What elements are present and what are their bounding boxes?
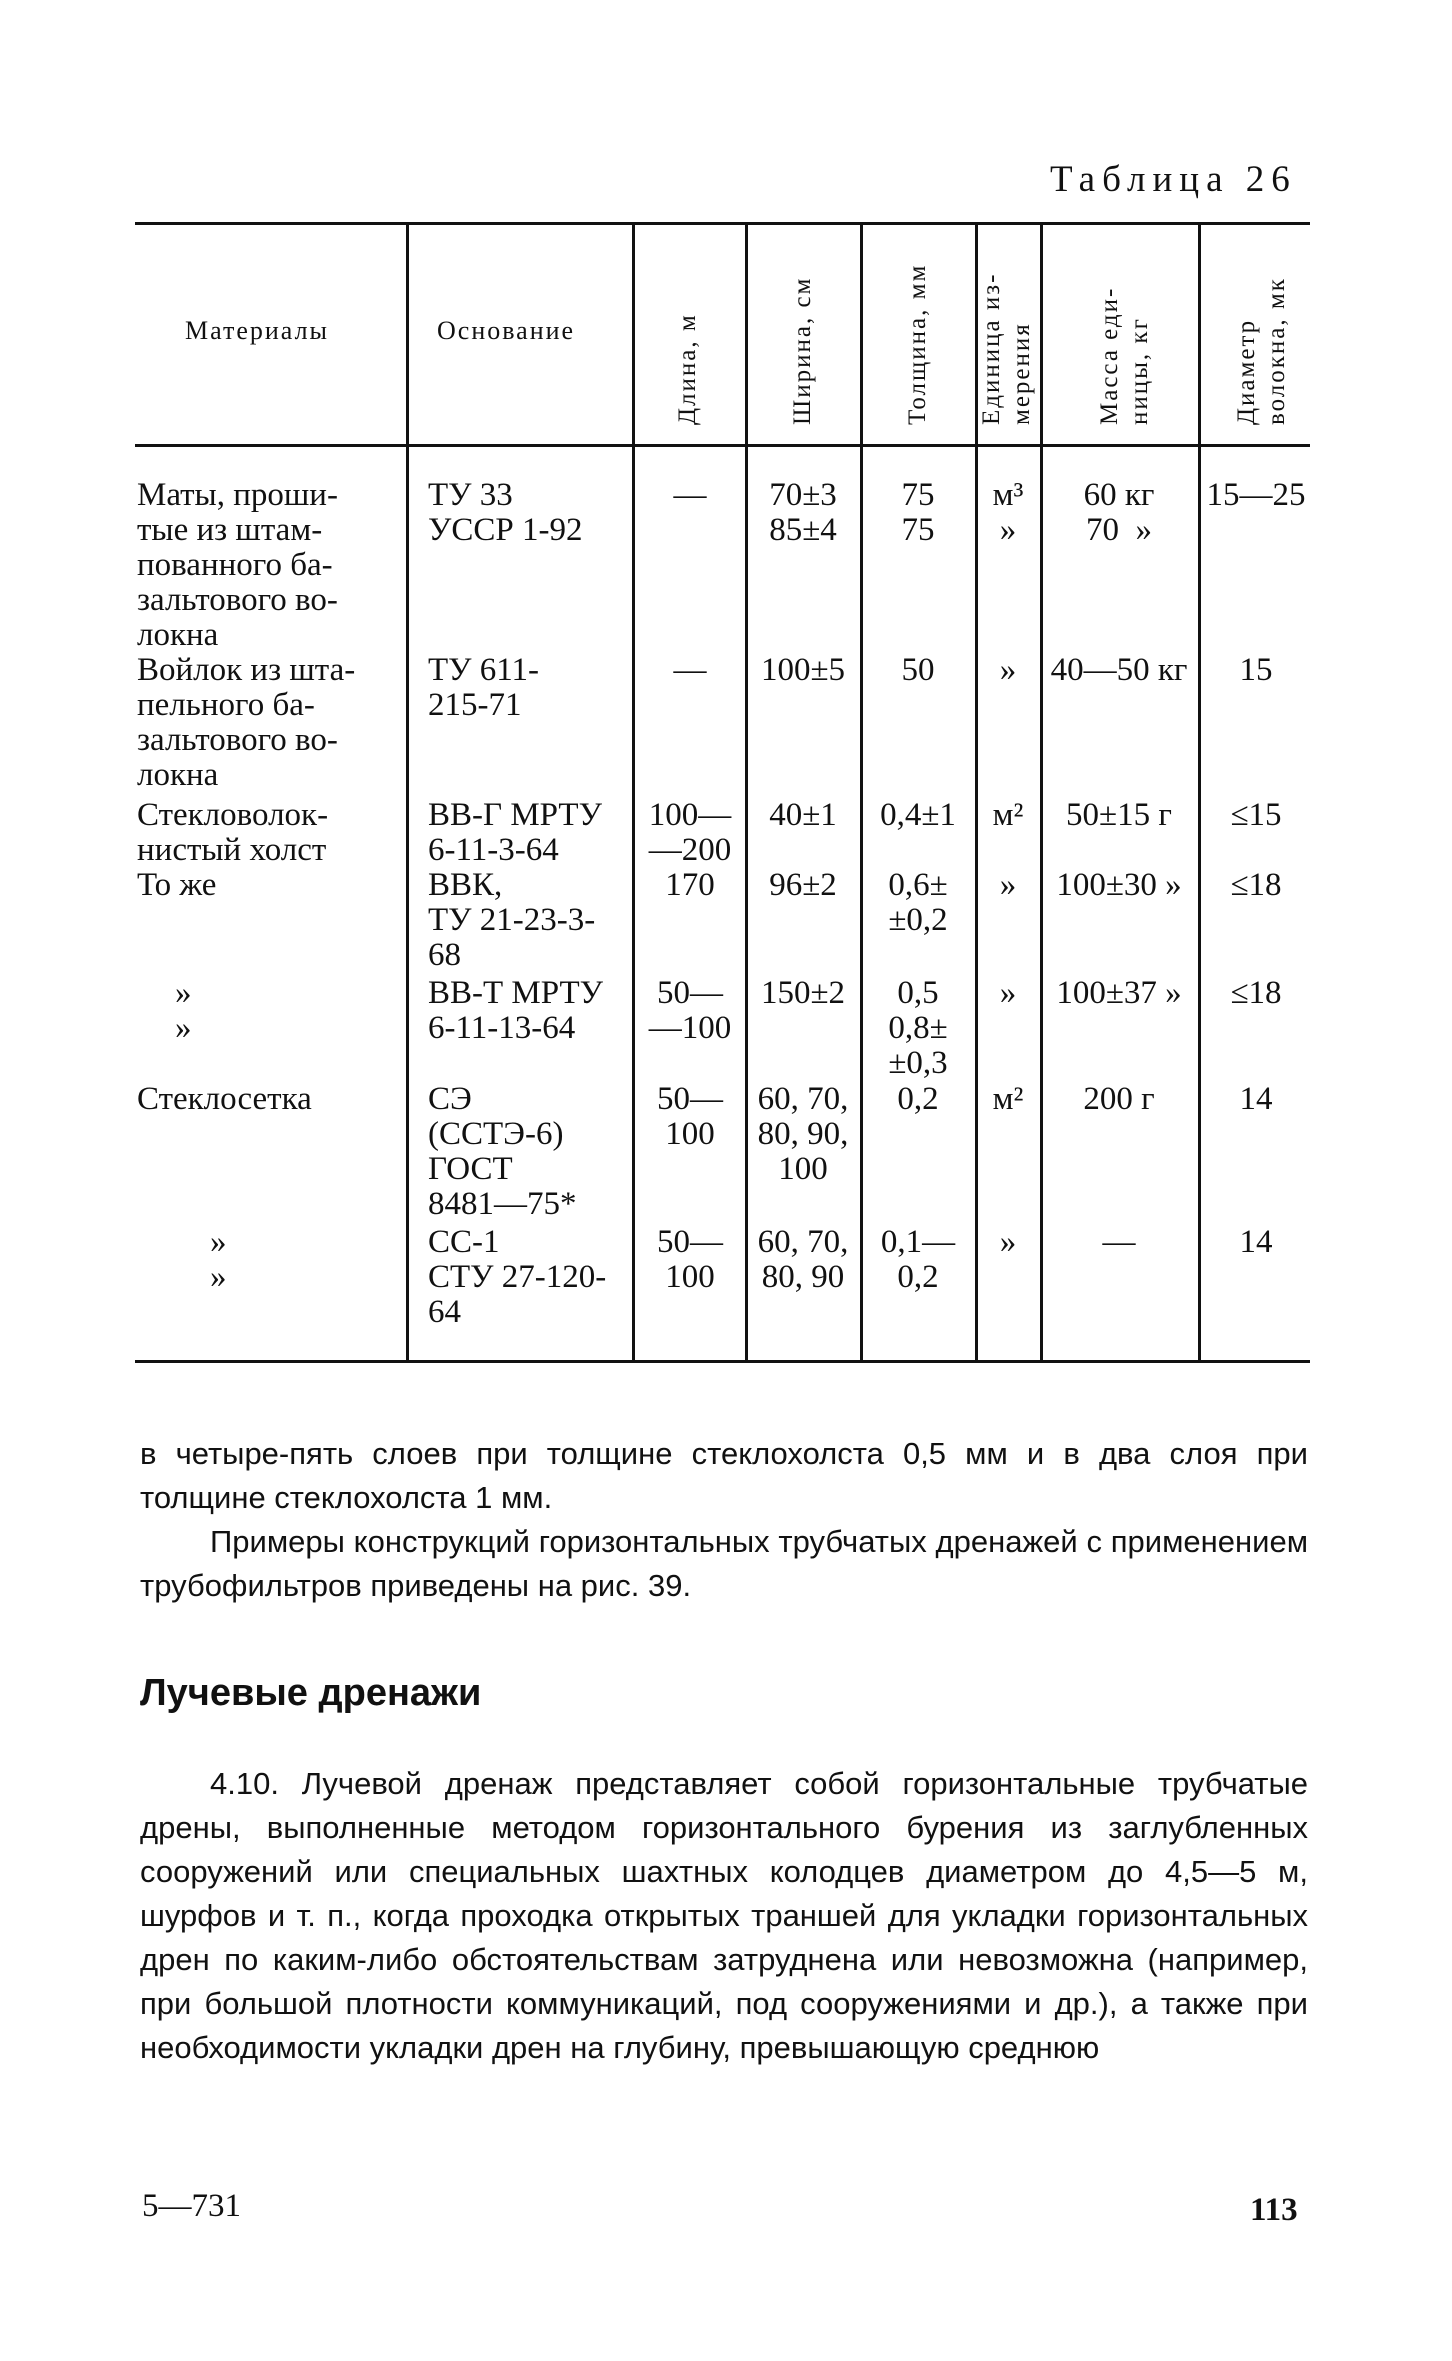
header-width: Ширина, см (789, 276, 816, 425)
cell-base: ВВ-Т МРТУ 6-11-13-64 (428, 975, 604, 1046)
cell-diameter: 15—25 (1206, 477, 1306, 513)
cell-diameter: 14 (1239, 1081, 1273, 1117)
cell-diameter: ≤18 (1230, 867, 1282, 903)
cell-width: 60, 70, 80, 90, 100 (757, 1081, 849, 1187)
table-top-rule (135, 222, 1310, 225)
cell-unit: м³ » (992, 477, 1024, 548)
cell-material: Стеклосетка (137, 1081, 312, 1117)
cell-thickness: 75 75 (901, 477, 935, 548)
cell-width: 150±2 (760, 975, 846, 1011)
cell-thickness: 0,4±1 (880, 797, 956, 833)
cell-mass: 200 г (1083, 1081, 1155, 1117)
cell-thickness: 0,5 0,8± ±0,3 (888, 975, 948, 1081)
col-divider (1198, 225, 1201, 1360)
cell-length: 170 (665, 867, 715, 903)
page-number: 113 (1250, 2192, 1298, 2228)
header-diameter-line1: Диаметр (1233, 318, 1260, 425)
cell-base: ВВ-Г МРТУ 6-11-3-64 (428, 797, 602, 868)
cell-unit: м² (992, 797, 1024, 833)
cell-diameter: 15 (1239, 652, 1273, 688)
cell-material: Маты, проши- тые из штам- пованного ба- зальтового во- локна (137, 477, 338, 653)
cell-length: 50— 100 (657, 1081, 723, 1152)
cell-base: ТУ 611- 215-71 (428, 652, 540, 723)
cell-base: СС-1 СТУ 27-120- 64 (428, 1224, 607, 1330)
paragraph-continuation: в четыре-пять слоев при толщине стеклохолста 0,5 мм и в два слоя при толщине стеклохолста 1 мм. (140, 1436, 1308, 1515)
col-divider (406, 225, 409, 1360)
cell-material: » » (210, 1224, 227, 1295)
cell-diameter: ≤15 (1230, 797, 1282, 833)
table-bottom-rule (135, 1360, 1310, 1363)
cell-unit: » (999, 652, 1017, 688)
cell-length: 50— 100 (657, 1224, 723, 1295)
cell-material: Стекловолок- нистый холст (137, 797, 329, 868)
col-divider (1040, 225, 1043, 1360)
header-diameter-line2: волокна, мк (1263, 277, 1290, 425)
cell-width: 60, 70, 80, 90 (757, 1224, 849, 1295)
cell-width: 70±3 85±4 (769, 477, 837, 548)
cell-material: То же (137, 867, 217, 903)
cell-mass: 100±30 » (1056, 867, 1182, 903)
cell-material: » » (175, 975, 192, 1046)
cell-thickness: 0,2 (897, 1081, 939, 1117)
cell-thickness: 0,1— 0,2 (880, 1224, 956, 1295)
header-mass-line1: Масса еди- (1096, 286, 1123, 425)
col-divider (745, 225, 748, 1360)
signature-mark: 5—731 (142, 2188, 241, 2224)
cell-length: 50— —100 (648, 975, 732, 1046)
col-divider (632, 225, 635, 1360)
cell-mass: 100±37 » (1056, 975, 1182, 1011)
cell-base: СЭ (ССТЭ-6) ГОСТ 8481—75* (428, 1081, 577, 1222)
section-heading: Лучевые дренажи (140, 1672, 482, 1714)
header-base: Основание (437, 316, 576, 345)
cell-mass: 40—50 кг (1050, 652, 1188, 688)
cell-material: Войлок из шта- пельного ба- зальтового во- локна (137, 652, 356, 793)
cell-unit: м² (992, 1081, 1024, 1117)
cell-mass: — (1102, 1224, 1136, 1260)
cell-mass: 60 кг 70 » (1083, 477, 1155, 548)
cell-width: 96±2 (769, 867, 837, 903)
header-mass-line2: ницы, кг (1126, 317, 1153, 425)
cell-thickness: 50 (901, 652, 935, 688)
cell-diameter: 14 (1239, 1224, 1273, 1260)
header-unit-line2: мерения (1008, 322, 1035, 425)
table-caption: Таблица 26 (1050, 159, 1297, 200)
header-materials: Материалы (185, 316, 330, 345)
header-thickness: Толщина, мм (904, 263, 931, 425)
cell-length: — (673, 652, 707, 688)
cell-unit: » (999, 867, 1017, 903)
cell-length: 100— —200 (648, 797, 732, 868)
cell-thickness: 0,6± ±0,2 (888, 867, 948, 938)
cell-width: 100±5 (760, 652, 846, 688)
cell-base: ТУ 33 УССР 1-92 (428, 477, 583, 548)
paragraph-examples: Примеры конструкций горизонтальных трубчатых дренажей с применением трубофильтров приведены на рис. 39. (140, 1524, 1308, 1603)
cell-width: 40±1 (769, 797, 837, 833)
table-header-rule (135, 444, 1310, 447)
cell-unit: » (999, 975, 1017, 1011)
cell-length: — (673, 477, 707, 513)
header-unit-line1: Единица из- (978, 272, 1005, 425)
col-divider (860, 225, 863, 1360)
cell-unit: » (999, 1224, 1017, 1260)
cell-diameter: ≤18 (1230, 975, 1282, 1011)
header-length: Длина, м (674, 313, 701, 425)
cell-mass: 50±15 г (1066, 797, 1172, 833)
cell-base: ВВК, ТУ 21-23-3- 68 (428, 867, 596, 973)
paragraph-4-10: 4.10. Лучевой дренаж представляет собой горизонтальные трубчатые дрены, выполненные методом горизонтального бурения из заглубленных сооружений или специальных шахтных колодцев диаметром до 4,5—5 м, шурфов и т. п., когда проходка открытых траншей для укладки горизонтальных дрен по каким-либо обстоятельствам затруднена или невозможна (например, при большой плотности коммуникаций, под сооружениями и др.), а также при необходимости укладки дрен на глубину, превышающую среднюю (140, 1766, 1308, 2065)
